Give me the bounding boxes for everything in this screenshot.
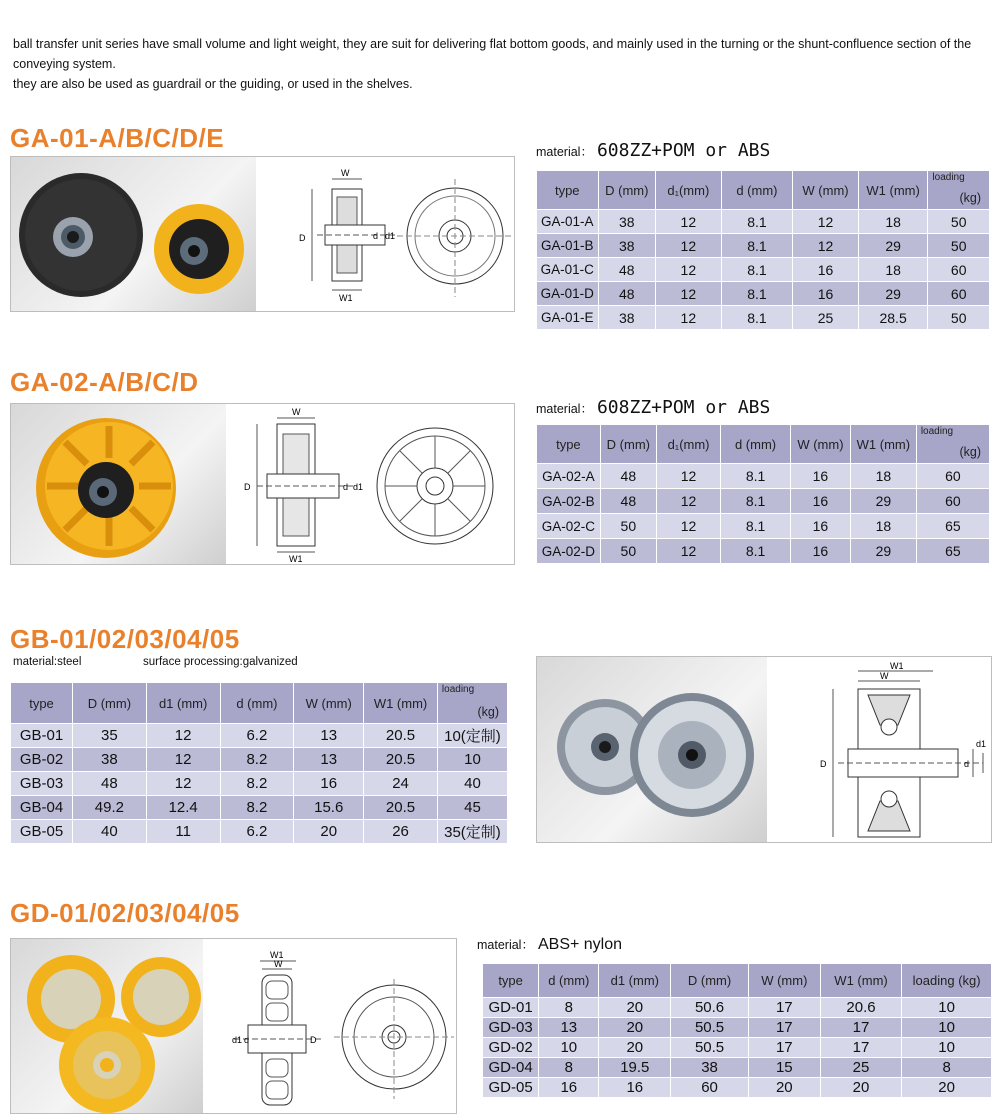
ga01-label-D: D [299,233,306,243]
row-type-cell: GA-01-E [537,306,599,330]
gd-image-panel [10,938,457,1114]
ga01-image-panel [10,156,515,312]
row-type-cell: GA-02-C [537,514,601,539]
table-row [11,820,508,844]
ga01-header-loading [928,171,990,210]
gb-wheel-photo-icon [537,657,767,842]
row-type-cell: GB-02 [11,748,73,772]
table-cell: 15 [748,1058,820,1078]
ga01-technical-drawing [257,157,513,311]
gb-label-w1: W1 [890,661,904,671]
table-cell: 12 [793,234,859,258]
table-cell: 35 [73,724,147,748]
row-type-cell: GD-04 [483,1058,539,1078]
table-cell: 35(定制) [437,820,507,844]
table-cell: 60 [916,489,989,514]
ga01-label-d: d [373,231,379,241]
gd-header-cell: loading (kg) [902,964,992,998]
table-cell: 20.6 [820,998,902,1018]
gb-label-w: W [880,671,889,681]
table-cell: 38 [73,748,147,772]
table-cell: 60 [928,258,990,282]
table-row [537,306,990,330]
table-cell: 18 [850,464,916,489]
ga02-material-value: 608ZZ+POM or ABS [596,397,771,418]
gb-image-panel [536,656,992,843]
table-row [537,234,990,258]
table-cell: 16 [599,1078,671,1098]
ga01-label-w1: W1 [339,293,353,303]
table-row [537,210,990,234]
gd-table-header [483,964,992,998]
intro-line-2: they are also be used as guardrail or the guiding, or used in the shelves. [13,77,413,91]
ga02-header-cell: d (mm) [721,425,791,464]
table-cell: 18 [858,258,928,282]
gb-table-header [11,683,508,724]
ga01-header-cell: type [537,171,599,210]
ga02-material [536,397,770,418]
table-cell: 17 [820,1038,902,1058]
gd-wheel-photo-icon [11,939,203,1113]
ga01-table-header [537,171,990,210]
table-cell: 12 [656,514,720,539]
table-cell: 8.1 [721,234,793,258]
gb-header-loading [437,683,507,724]
table-cell: 13 [294,724,364,748]
table-cell: 48 [600,489,656,514]
table-cell: 25 [820,1058,902,1078]
table-cell: 12 [146,724,220,748]
gd-technical-drawing [204,939,455,1113]
table-cell: 12.4 [146,796,220,820]
table-cell: 50.5 [671,1018,749,1038]
gb-label-d: d [964,759,970,769]
ga02-spec-table [536,424,990,564]
gb-header-cell: D (mm) [73,683,147,724]
ga02-image-panel [10,403,515,565]
table-cell: 28.5 [858,306,928,330]
table-row [537,489,990,514]
row-type-cell: GB-01 [11,724,73,748]
table-cell: 38 [598,234,656,258]
table-cell: 38 [598,210,656,234]
table-cell: 20 [820,1078,902,1098]
table-cell: 50.5 [671,1038,749,1058]
table-cell: 48 [598,282,656,306]
row-type-cell: GA-01-C [537,258,599,282]
table-row [11,772,508,796]
table-cell: 26 [364,820,438,844]
table-cell: 12 [656,306,722,330]
table-cell: 20 [294,820,364,844]
ga02-label-d: d [343,482,349,492]
ga01-material [536,140,770,161]
table-cell: 10 [539,1038,599,1058]
table-cell: 16 [790,489,850,514]
table-cell: 10 [437,748,507,772]
gb-material: material:steel [13,656,82,668]
table-cell: 48 [73,772,147,796]
table-cell: 6.2 [220,820,294,844]
ga01-spec-table [536,170,990,330]
table-cell: 40 [73,820,147,844]
table-cell: 8.1 [721,489,791,514]
loading-unit: (kg) [477,704,499,719]
table-cell: 10(定制) [437,724,507,748]
table-row [537,258,990,282]
table-cell: 29 [850,489,916,514]
table-cell: 60 [928,282,990,306]
table-cell: 50 [928,234,990,258]
table-cell: 12 [656,258,722,282]
table-row [483,1018,992,1038]
table-cell: 16 [294,772,364,796]
row-type-cell: GA-01-D [537,282,599,306]
table-row [537,539,990,564]
gb-spec-table [10,682,508,844]
table-cell: 50.6 [671,998,749,1018]
table-row [537,464,990,489]
table-cell: 8 [539,998,599,1018]
table-cell: 11 [146,820,220,844]
loading-label: loading [920,425,954,437]
ga01-header-cell: W (mm) [793,171,859,210]
table-cell: 29 [858,282,928,306]
gb-label-D: D [820,759,827,769]
ga01-photo [11,157,256,311]
ga02-header-cell: type [537,425,601,464]
ga02-label-w: W [292,407,301,417]
ga02-technical-drawing [227,404,513,564]
loading-unit: (kg) [959,444,981,459]
table-cell: 17 [748,1018,820,1038]
row-type-cell: GA-01-A [537,210,599,234]
loading-label: loading [441,683,475,695]
table-cell: 10 [902,998,992,1018]
section-title-ga02: GA-02-A/B/C/D [10,367,199,397]
table-cell: 12 [146,748,220,772]
ga01-material-label: material： [536,145,593,159]
gd-label-d1: d1 [232,1035,243,1045]
table-cell: 20 [748,1078,820,1098]
ga01-header-cell: W1 (mm) [858,171,928,210]
ga02-label-w1: W1 [289,554,303,564]
table-row [483,1078,992,1098]
row-type-cell: GB-04 [11,796,73,820]
ga02-material-label: material： [536,402,593,416]
gd-label-w: W [274,959,283,969]
table-cell: 29 [850,539,916,564]
gd-label-w1: W1 [270,950,284,960]
table-cell: 29 [858,234,928,258]
gd-label-D: D [310,1035,317,1045]
table-cell: 10 [902,1018,992,1038]
table-row [483,1058,992,1078]
table-cell: 8.2 [220,796,294,820]
table-cell: 20.5 [364,748,438,772]
ga02-header-cell: W (mm) [790,425,850,464]
table-cell: 12 [146,772,220,796]
table-cell: 13 [539,1018,599,1038]
gb-photo [537,657,767,842]
ga01-label-w: W [341,168,350,178]
gd-label-d: d [244,1035,250,1045]
section-title-gd: GD-01/02/03/04/05 [10,898,240,928]
table-cell: 8.1 [721,282,793,306]
table-row [483,1038,992,1058]
gd-header-cell: d1 (mm) [599,964,671,998]
table-cell: 20 [599,1018,671,1038]
table-cell: 8.1 [721,306,793,330]
table-cell: 16 [793,258,859,282]
table-cell: 16 [539,1078,599,1098]
table-cell: 65 [916,539,989,564]
table-cell: 50 [928,210,990,234]
intro-text [13,34,998,94]
table-cell: 12 [656,234,722,258]
table-cell: 8.1 [721,464,791,489]
table-cell: 16 [790,464,850,489]
gb-header-cell: W1 (mm) [364,683,438,724]
gd-photo [11,939,203,1113]
ga02-wheel-photo-icon [11,404,226,564]
loading-label: loading [932,171,965,183]
table-cell: 50 [928,306,990,330]
table-cell: 13 [294,748,364,772]
row-type-cell: GD-02 [483,1038,539,1058]
table-row [11,724,508,748]
gb-header-cell: d (mm) [220,683,294,724]
gd-header-cell: type [483,964,539,998]
row-type-cell: GD-01 [483,998,539,1018]
gd-material-value: ABS+ nylon [537,936,623,953]
intro-line-1: ball transfer unit series have small volume and light weight, they are suit for delivering flat bottom goods, and mainly used in the turning or the shunt-confluence section of the conveying system. [13,37,972,71]
table-cell: 45 [437,796,507,820]
table-row [483,998,992,1018]
table-row [537,514,990,539]
table-cell: 8.1 [721,210,793,234]
gd-header-cell: D (mm) [671,964,749,998]
gb-header-cell: d1 (mm) [146,683,220,724]
gd-spec-table [482,963,992,1098]
table-cell: 20.5 [364,724,438,748]
table-cell: 8.2 [220,748,294,772]
table-cell: 19.5 [599,1058,671,1078]
table-row [11,748,508,772]
table-cell: 20 [902,1078,992,1098]
table-row [537,282,990,306]
table-cell: 60 [671,1078,749,1098]
ga02-label-d1: d1 [353,482,364,492]
ga02-header-cell: D (mm) [600,425,656,464]
ga01-header-cell: d₁(mm) [656,171,722,210]
section-title-gb: GB-01/02/03/04/05 [10,624,240,654]
ga02-label-D: D [244,482,251,492]
table-cell: 8.1 [721,514,791,539]
table-cell: 25 [793,306,859,330]
table-cell: 12 [656,282,722,306]
table-cell: 12 [656,489,720,514]
ga01-wheel-photo-icon [11,157,256,311]
row-type-cell: GA-02-A [537,464,601,489]
table-cell: 38 [598,306,656,330]
table-cell: 12 [656,464,720,489]
gd-material [477,935,622,954]
ga02-photo [11,404,226,564]
table-cell: 24 [364,772,438,796]
table-cell: 17 [820,1018,902,1038]
gb-header-cell: W (mm) [294,683,364,724]
ga02-header-cell: d₁(mm) [656,425,720,464]
table-cell: 17 [748,1038,820,1058]
table-cell: 8 [902,1058,992,1078]
table-cell: 48 [598,258,656,282]
ga02-table-header [537,425,990,464]
gb-header-cell: type [11,683,73,724]
gd-header-cell: d (mm) [539,964,599,998]
table-cell: 16 [790,539,850,564]
table-cell: 20.5 [364,796,438,820]
table-cell: 15.6 [294,796,364,820]
row-type-cell: GD-03 [483,1018,539,1038]
ga01-header-cell: D (mm) [598,171,656,210]
table-cell: 65 [916,514,989,539]
table-cell: 20 [599,1038,671,1058]
table-cell: 8.1 [721,539,791,564]
ga01-header-cell: d (mm) [721,171,793,210]
table-cell: 40 [437,772,507,796]
ga01-material-value: 608ZZ+POM or ABS [596,140,771,161]
table-cell: 17 [748,998,820,1018]
table-cell: 6.2 [220,724,294,748]
row-type-cell: GA-01-B [537,234,599,258]
ga02-header-loading [916,425,989,464]
row-type-cell: GA-02-B [537,489,601,514]
loading-unit: (kg) [959,190,981,205]
table-cell: 10 [902,1038,992,1058]
table-cell: 50 [600,539,656,564]
table-cell: 12 [656,539,720,564]
table-cell: 50 [600,514,656,539]
gb-surface: surface processing:galvanized [143,656,298,668]
table-cell: 12 [656,210,722,234]
gd-header-cell: W1 (mm) [820,964,902,998]
section-title-ga01: GA-01-A/B/C/D/E [10,123,225,153]
gb-technical-drawing [768,657,990,842]
table-row [11,796,508,820]
table-cell: 60 [916,464,989,489]
row-type-cell: GD-05 [483,1078,539,1098]
table-cell: 16 [793,282,859,306]
gd-header-cell: W (mm) [748,964,820,998]
table-cell: 49.2 [73,796,147,820]
table-cell: 18 [858,210,928,234]
table-cell: 18 [850,514,916,539]
table-cell: 38 [671,1058,749,1078]
table-cell: 16 [790,514,850,539]
ga01-label-d1: d1 [385,231,396,241]
ga02-header-cell: W1 (mm) [850,425,916,464]
table-cell: 8.1 [721,258,793,282]
table-cell: 8.2 [220,772,294,796]
row-type-cell: GB-03 [11,772,73,796]
gd-material-label: material： [477,938,534,952]
table-cell: 8 [539,1058,599,1078]
table-cell: 48 [600,464,656,489]
table-cell: 12 [793,210,859,234]
row-type-cell: GA-02-D [537,539,601,564]
row-type-cell: GB-05 [11,820,73,844]
table-cell: 20 [599,998,671,1018]
gb-label-d1: d1 [976,739,987,749]
